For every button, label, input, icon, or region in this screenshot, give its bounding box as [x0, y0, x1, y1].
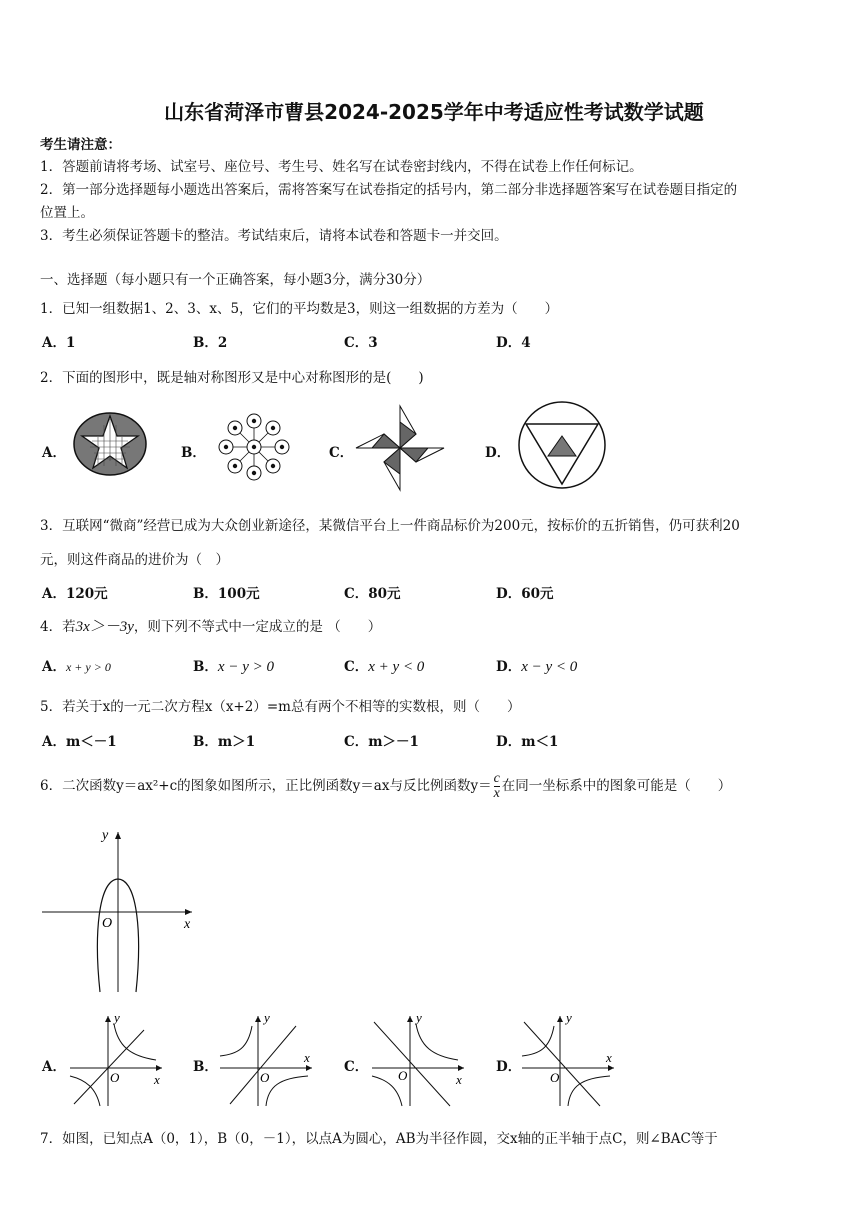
q4-option-c-expr: x + y < 0	[368, 659, 425, 675]
q3-option-c[interactable]: C．80元	[344, 586, 401, 602]
q6-option-a[interactable]: A．	[42, 1059, 66, 1075]
q5-option-d[interactable]: D．m＜1	[496, 734, 559, 750]
q5-option-b[interactable]: B．m＞1	[193, 734, 256, 750]
q7-stem: 7．如图，已知点A（0，1），B（0，－1），以点A为圆心，AB为半径作圆，交x轴的正半轴于点C，则∠BAC等于	[40, 1131, 718, 1147]
q5-option-a[interactable]: A．m＜－1	[42, 734, 117, 750]
q3-stem-line2: 元，则这件商品的进价为（ ）	[40, 552, 229, 568]
q4-option-a-label: A．	[42, 659, 66, 675]
q1-option-d[interactable]: D．4	[496, 335, 531, 351]
q6-option-c[interactable]: C．	[344, 1059, 369, 1075]
q6-option-c-graph[interactable]	[370, 1012, 466, 1108]
q6-stem-prefix: 6．二次函数y＝ax²+c的图象如图所示，正比例函数y＝ax与反比例函数y＝	[40, 778, 492, 794]
q6-fraction-numerator: c	[493, 771, 500, 786]
q4-option-b[interactable]	[193, 655, 274, 676]
q2-figure-c-pinwheel-icon	[352, 404, 448, 492]
q4-stem-prefix: 4．若	[40, 619, 76, 635]
notice-item-2: 2．第一部分选择题每小题选出答案后，需将答案写在试卷指定的括号内，第二部分非选择题答案写在试卷题目指定的	[40, 182, 738, 198]
q6-axis-x-label: x	[184, 917, 191, 932]
q6-a-origin: O	[110, 1070, 120, 1085]
q1-option-b[interactable]: B．2	[193, 335, 228, 351]
q6-b-axis-x: x	[304, 1050, 310, 1065]
q4-option-c-label: C．	[344, 659, 369, 675]
q6-d-axis-x: x	[606, 1050, 612, 1065]
q2-figure-b-flower-icon	[214, 412, 294, 482]
q6-a-axis-y: y	[114, 1010, 120, 1025]
q2-option-c[interactable]: C．	[329, 445, 354, 461]
q4-stem-suffix: ，则下列不等式中一定成立的是 （ ）	[133, 619, 382, 635]
q6-b-axis-y: y	[264, 1010, 270, 1025]
q6-parabola-figure	[38, 826, 198, 996]
q4-option-a-expr: x + y > 0	[65, 660, 111, 674]
q4-option-d-label: D．	[496, 659, 522, 675]
q6-option-d[interactable]: D．	[496, 1059, 522, 1075]
q6-option-b[interactable]: B．	[193, 1059, 218, 1075]
q6-a-axis-x: x	[154, 1072, 160, 1087]
q1-option-c[interactable]: C．3	[344, 335, 378, 351]
notice-item-2-cont: 位置上。	[40, 205, 94, 221]
q6-origin-label: O	[102, 916, 113, 931]
q6-d-origin: O	[550, 1070, 560, 1085]
section-heading: 一、选择题（每小题只有一个正确答案，每小题3分，满分30分）	[40, 272, 431, 288]
q3-option-d[interactable]: D．60元	[496, 586, 554, 602]
q1-option-a[interactable]: A．1	[42, 335, 76, 351]
q6-b-origin: O	[260, 1070, 270, 1085]
q2-option-b[interactable]: B．	[181, 445, 206, 461]
q4-option-b-expr: x − y > 0	[217, 659, 274, 675]
q6-option-b-graph[interactable]	[218, 1012, 314, 1108]
q4-option-b-label: B．	[193, 659, 218, 675]
q4-option-d[interactable]	[496, 655, 577, 676]
q6-stem	[40, 772, 731, 801]
q2-figure-d-triangle-circle-icon	[516, 400, 608, 492]
q4-stem	[40, 615, 381, 636]
q4-option-a[interactable]	[42, 655, 111, 675]
q6-option-a-graph[interactable]	[68, 1012, 164, 1108]
q4-stem-expr: 3x＞－3y	[75, 619, 134, 635]
notice-item-3: 3．考生必须保证答题卡的整洁。考试结束后，请将本试卷和答题卡一并交回。	[40, 228, 508, 244]
q3-stem-line1: 3．互联网“微商”经营已成为大众创业新途径，某微信平台上一件商品标价为200元，按标价的五折销售，仍可获利20	[40, 518, 740, 534]
q4-option-c[interactable]	[344, 655, 424, 676]
q5-option-c[interactable]: C．m＞－1	[344, 734, 419, 750]
notice-item-1: 1．答题前请将考场、试室号、座位号、考生号、姓名写在试卷密封线内，不得在试卷上作任何标记。	[40, 159, 643, 175]
page-title: 山东省菏泽市曹县2024-2025学年中考适应性考试数学试题	[164, 100, 704, 124]
q6-d-axis-y: y	[566, 1010, 572, 1025]
q2-figure-a-star-icon	[72, 411, 152, 481]
q6-stem-suffix: 在同一坐标系中的图象可能是（ ）	[501, 778, 732, 794]
q2-option-d[interactable]: D．	[485, 445, 511, 461]
notice-heading: 考生请注意：	[40, 137, 121, 153]
q6-axis-y-label: y	[102, 828, 109, 843]
q4-option-d-expr: x − y < 0	[521, 659, 578, 675]
q6-option-d-graph[interactable]	[520, 1012, 616, 1108]
q5-stem: 5．若关于x的一元二次方程x（x+2）=m总有两个不相等的实数根，则（ ）	[40, 699, 521, 715]
q2-stem: 2．下面的图形中，既是轴对称图形又是中心对称图形的是( )	[40, 370, 424, 386]
q1-stem: 1．已知一组数据1、2、3、x、5，它们的平均数是3，则这一组数据的方差为（ ）	[40, 301, 559, 317]
q6-c-origin: O	[398, 1068, 408, 1083]
q3-option-a[interactable]: A．120元	[42, 586, 108, 602]
q6-c-axis-y: y	[416, 1010, 422, 1025]
q3-option-b[interactable]: B．100元	[193, 586, 260, 602]
q2-option-a[interactable]: A．	[42, 445, 66, 461]
q6-fraction-denominator: x	[493, 786, 500, 801]
q6-c-axis-x: x	[456, 1072, 462, 1087]
q6-fraction	[494, 772, 500, 801]
